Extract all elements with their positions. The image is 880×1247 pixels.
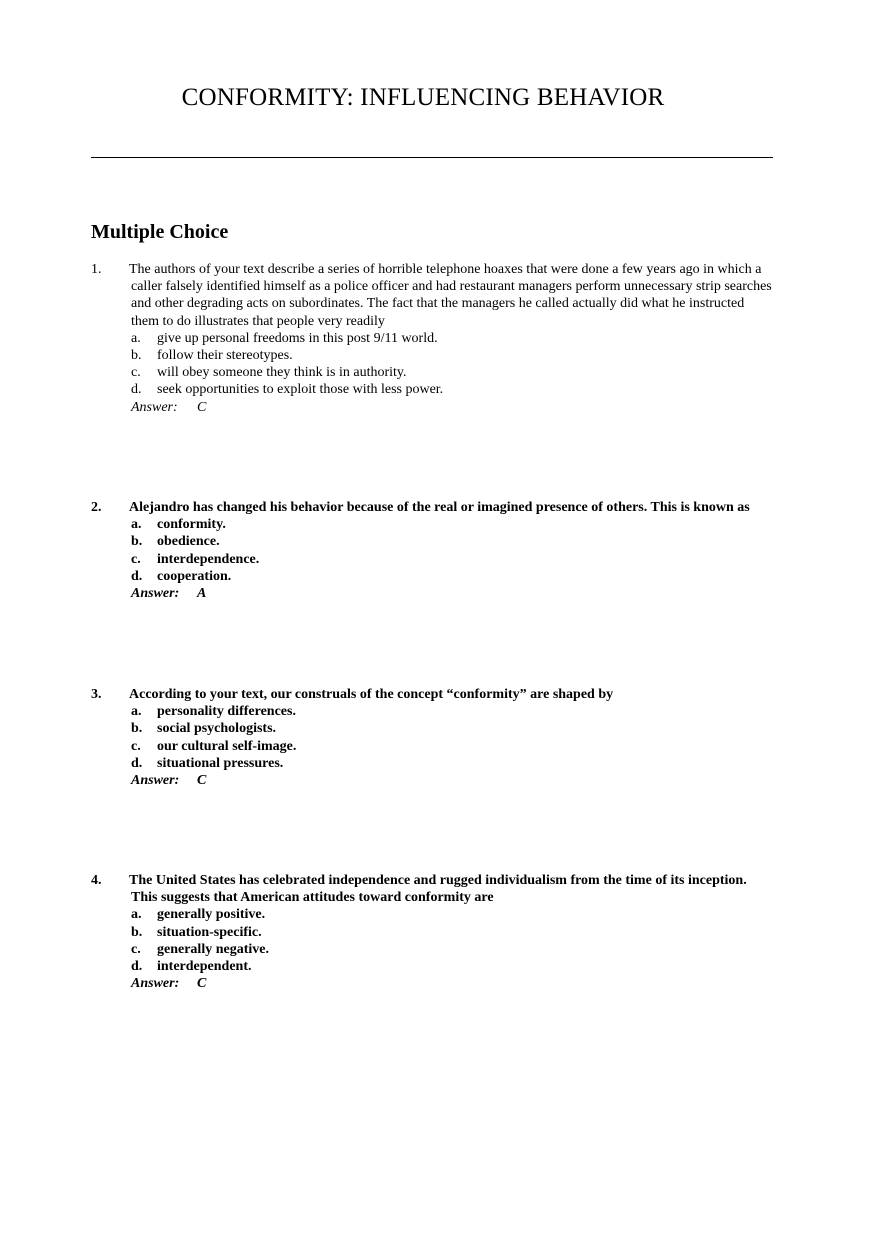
choice-letter: a. [131, 517, 142, 533]
choice-text: conformity. [157, 517, 226, 533]
choice-c [131, 738, 791, 755]
choice-text: interdependence. [157, 551, 260, 567]
choice-a [131, 516, 791, 533]
choice-c [131, 551, 791, 568]
choice-text: generally positive. [157, 907, 266, 923]
choice-letter: d. [131, 755, 143, 771]
choice-a [131, 906, 791, 923]
stem-line: This suggests that American attitudes toward conformity are [131, 890, 494, 906]
page-title: CONFORMITY: INFLUENCING BEHAVIOR [181, 84, 665, 111]
choice-letter: b. [131, 534, 143, 550]
choice-text: cooperation. [157, 568, 232, 584]
question-4 [91, 872, 791, 992]
choice-c [131, 941, 791, 958]
question-stem [129, 261, 791, 330]
choice-b [131, 347, 791, 364]
choice-text: situational pressures. [157, 755, 284, 771]
answer-label: Answer: [131, 976, 180, 992]
stem-line: them to do illustrates that people very readily [131, 313, 385, 329]
answer-value: C [197, 399, 207, 415]
answer-line [131, 975, 791, 992]
choice-letter: a. [131, 907, 142, 923]
answer-value: C [197, 976, 207, 992]
choice-text: seek opportunities to exploit those with less power. [157, 382, 444, 398]
stem-line: Alejandro has changed his behavior because of the real or imagined presence of others. This is known as [129, 500, 750, 515]
stem-line: The authors of your text describe a series of horrible telephone hoaxes that were done a few years ago in which a [129, 262, 762, 277]
choice-letter: b. [131, 348, 142, 364]
choice-text: personality differences. [157, 704, 296, 720]
question-number: 3. [91, 687, 102, 702]
stem-line: The United States has celebrated independence and rugged individualism from the time of its inception. [129, 873, 747, 888]
choice-letter: c. [131, 738, 141, 754]
choice-letter: c. [131, 941, 141, 957]
answer-value: A [197, 586, 207, 602]
choice-letter: d. [131, 959, 143, 975]
answer-line [131, 772, 791, 789]
choice-letter: a. [131, 704, 142, 720]
answer-line [131, 585, 791, 602]
question-3 [91, 686, 791, 789]
title-divider [91, 157, 773, 158]
choice-d [131, 958, 791, 975]
choice-b [131, 924, 791, 941]
question-2 [91, 499, 791, 602]
choice-a [131, 703, 791, 720]
question-number: 4. [91, 873, 102, 888]
choice-d [131, 381, 791, 398]
choice-letter: d. [131, 568, 143, 584]
choice-c [131, 364, 791, 381]
stem-line: caller falsely identified himself as a police officer and had restaurant managers perform unnecessary strip searches [131, 279, 772, 295]
question-number: 2. [91, 500, 102, 515]
choice-text: interdependent. [157, 959, 252, 975]
choice-text: generally negative. [157, 941, 269, 957]
question-stem [129, 686, 791, 703]
question-number: 1. [91, 262, 102, 277]
stem-line: and other degrading acts on subordinates. The fact that the managers he called actually did what he instructed [131, 296, 745, 312]
choice-text: give up personal freedoms in this post 9/11 world. [157, 330, 438, 346]
choice-b [131, 720, 791, 737]
choice-text: our cultural self-image. [157, 738, 297, 754]
answer-label: Answer: [131, 399, 178, 415]
choice-b [131, 533, 791, 550]
stem-line: According to your text, our construals of the concept “conformity” are shaped by [129, 687, 614, 702]
choice-a [131, 330, 791, 347]
question-stem [129, 499, 791, 516]
choice-text: situation-specific. [157, 924, 262, 940]
choice-letter: c. [131, 365, 141, 381]
choice-letter: d. [131, 382, 142, 398]
choice-letter: b. [131, 721, 143, 737]
question-1 [91, 261, 791, 416]
answer-label: Answer: [131, 773, 180, 789]
choice-text: follow their stereotypes. [157, 348, 293, 364]
section-heading: Multiple Choice [91, 221, 229, 243]
question-stem [129, 872, 791, 906]
choice-letter: a. [131, 330, 141, 346]
answer-value: C [197, 773, 207, 789]
choice-text: obedience. [157, 534, 220, 550]
answer-line [131, 399, 791, 416]
answer-label: Answer: [131, 586, 180, 602]
choice-text: will obey someone they think is in authority. [157, 365, 407, 381]
choice-d [131, 755, 791, 772]
choice-text: social psychologists. [157, 721, 277, 737]
choice-letter: b. [131, 924, 143, 940]
choice-d [131, 568, 791, 585]
choice-letter: c. [131, 551, 141, 567]
